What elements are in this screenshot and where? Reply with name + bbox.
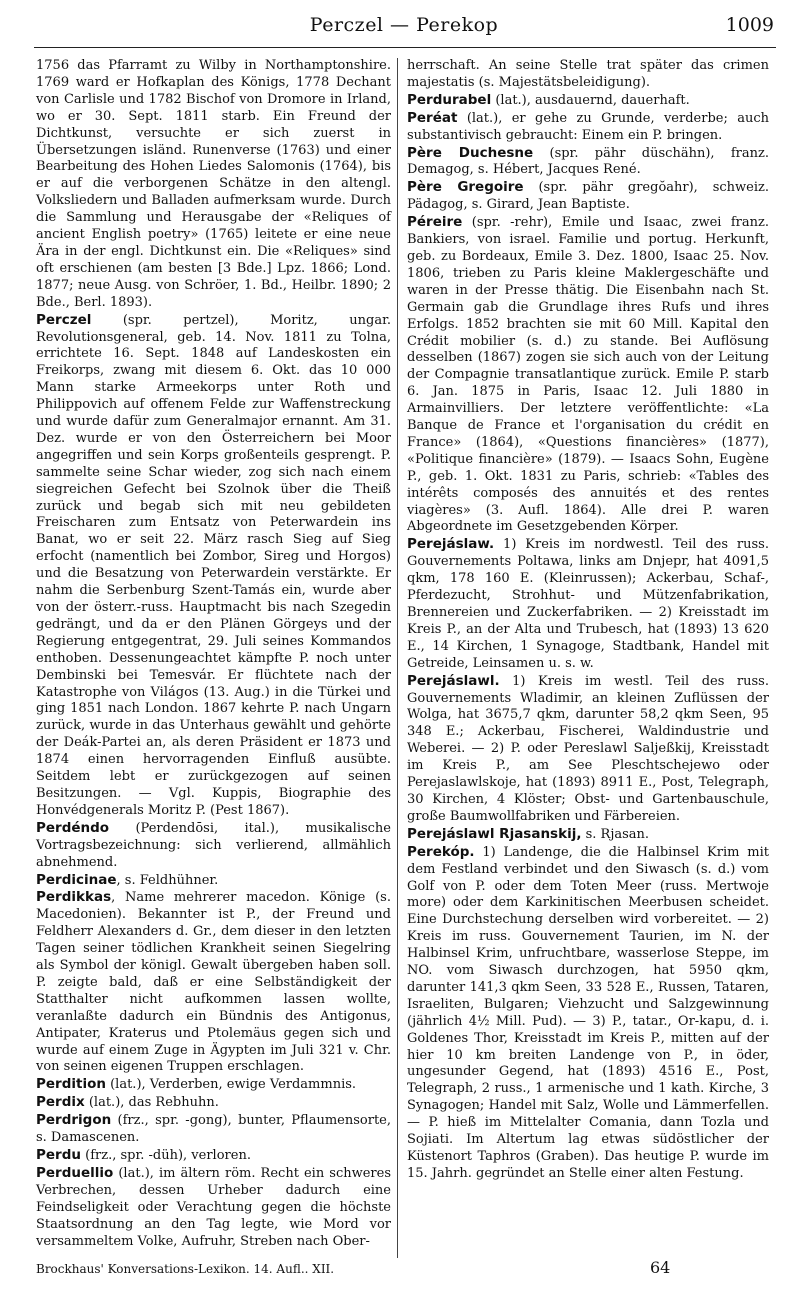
dictionary-entry — [407, 179, 769, 214]
dictionary-entry — [36, 312, 391, 820]
dictionary-entry — [36, 58, 391, 312]
dictionary-entry — [407, 214, 769, 536]
left-column — [36, 58, 391, 1250]
entry-headword: Perdikkas — [36, 889, 112, 906]
printer-signature: 64 — [650, 1258, 671, 1277]
entry-headword: Perdéndo — [36, 819, 110, 836]
entry-text: (Perdendōsi, ital.), musikalische Vortragsbezeichnung: sich verlierend, allmählich abnehmend. — [36, 820, 391, 870]
right-column — [407, 58, 769, 1183]
entry-text: 1) Kreis im nordwestl. Teil des russ. Gouvernements Poltawa, links am Dnjepr, hat 4091,5 qkm, 178 160 E. (Kleinrussen); Ackerbau, Schaf-, Pferdezucht, Strohhut- und Mützenfabrikation, Brennereien und Zuckerfabriken. — 2) Kreisstadt im Kreis P., an der Alta und Trubesch, hat (1893) 13 620 E., 14 Kirchen, 1 Synagoge, Stadtbank, Handel mit Getreide, Leinsamen u. s. w. — [407, 537, 769, 671]
entry-text: 1756 das Pfarramt zu Wilby in Northamptonshire. 1769 ward er Hofkaplan des Königs, 1778 Dechant von Carlisle und 1782 Bischof von Dromore in Irland, wo er 30. Sept. 1811 starb. Ein Freund der Dichtkunst, versuchte er sich zuerst in Übersetzungen isländ. Runenverse (1763) und einer Bearbeitung des Hohen Liedes Salomonis (1764), bis er auf die verborgenen Schätze in den altengl. Volksliedern und Balladen aufmerksam wurde. Durch die Sammlung und Herausgabe der «Reliques of ancient English poetry» (1765) leitete er eine neue Ära in der engl. Dichtkunst ein. Die «Reliques» sind oft erschienen (am besten [3 Bde.] Lpz. 1866; Lond. 1877; neue Ausg. von Schröer, 1. Bd., Heilbr. 1890; 2 Bde., Berl. 1893). — [36, 58, 391, 310]
dictionary-entry — [407, 58, 769, 92]
entry-headword: Perduellio — [36, 1164, 114, 1181]
dictionary-entry — [407, 536, 769, 672]
dictionary-entry — [36, 889, 391, 1076]
entry-text: (spr. pertzel), Moritz, ungar. Revolutionsgeneral, geb. 14. Nov. 1811 zu Tolna, errichtete 16. Sept. 1848 auf Landeskosten ein Freikorps, zwang mit diesem 6. Okt. das 10 000 Mann starke Armeekorps unter Roth und Philippovich auf offenem Felde zur Waffenstreckung und wurde dafür zum Generalmajor ernannt. Am 31. Dez. wurde er von den Österreichern bei Moor angegriffen und sein Korps großenteils gesprengt. P. sammelte seine Schar wieder, zog sich nach einem siegreichen Gefecht bei Szolnok über die Theiß zurück und begab sich mit neu gebildeten Freischaren zum Entsatz von Peterwardein ins Banat, wo er seit 22. März rasch Sieg auf Sieg erfocht (namentlich bei Zombor, Sireg und Horgos) und die Besatzung von Peterwardein verstärkte. Er nahm die Serbenburg Szent-Tamás ein, wurde aber von der österr.-russ. Hauptmacht bis nach Szegedin gedrängt, und da er den Plänen Görgeys und der Regierung entgegentrat, 29. Juli seines Kommandos enthoben. Dessenungeachtet kämpfte P. noch unter Dembinski bei Temesvár. Er flüchtete nach der Katastrophe von Világos (13. Aug.) in die Türkei und ging 1851 nach London. 1867 kehrte P. nach Ungarn zurück, wurde in das Unterhaus gewählt und gehörte der Deák-Partei an, als deren Präsident er 1873 und 1874 einen hervorragenden Einfluß ausübte. Seitdem lebt er zurückgezogen auf seinen Besitzungen. — Vgl. Kuppis, Biographie des Honvédgenerals Moritz P. (Pest 1867). — [36, 312, 391, 818]
dictionary-entry — [36, 820, 391, 872]
header-rule — [34, 47, 776, 48]
entry-headword: Perdicinae — [36, 871, 117, 888]
entry-text: (lat.), er gehe zu Grunde, verderbe; auch substantivisch gebraucht: Einem ein P. bringen. — [407, 110, 769, 143]
publisher-imprint: Brockhaus' Konversations-Lexikon. 14. Aufl.. XII. — [36, 1262, 335, 1276]
entry-headword: Perdu — [36, 1147, 81, 1163]
entry-text: herrschaft. An seine Stelle trat später das crimen majestatis (s. Majestätsbeleidigung). — [407, 58, 769, 90]
dictionary-entry — [407, 145, 769, 180]
entry-headword: Peréat — [407, 109, 458, 126]
entry-text: , s. Feldhühner. — [116, 872, 219, 888]
entry-text: (lat.), im ältern röm. Recht ein schweres Verbrechen, dessen Urheber dadurch eine Feindseligkeit oder Verachtung gegen die höchste Staatsordnung an den Tag legte, wie Mord vor versammeltem Volke, Aufruhr, Streben nach Ober- — [36, 1165, 391, 1249]
dictionary-entry — [407, 92, 769, 110]
dictionary-entry — [36, 1147, 391, 1165]
entry-text: (lat.), ausdauernd, dauerhaft. — [491, 92, 690, 108]
page-footer — [36, 1258, 770, 1282]
entry-headword: Péreire — [407, 214, 463, 231]
dictionary-entry — [36, 1112, 391, 1147]
entry-text: (lat.), Verderben, ewige Verdammnis. — [105, 1077, 357, 1093]
entry-headword: Perdrigon — [36, 1112, 112, 1129]
entry-headword: Perejáslaw. — [407, 536, 495, 553]
page-number: 1009 — [725, 14, 774, 36]
entry-headword: Perczel — [36, 311, 92, 328]
dictionary-entry — [407, 673, 769, 826]
dictionary-entry — [407, 844, 769, 1183]
dictionary-entry — [36, 1165, 391, 1251]
entry-text: (frz., spr. -gong), bunter, Pflaumensorte, s. Damascenen. — [36, 1113, 391, 1146]
entry-headword: Perdix — [36, 1094, 85, 1111]
entry-text: s. Rjasan. — [581, 826, 650, 842]
running-header — [34, 14, 774, 42]
dictionary-entry — [407, 110, 769, 145]
dictionary-entry — [407, 826, 769, 844]
dictionary-entry — [36, 872, 391, 890]
dictionary-entry — [36, 1094, 391, 1112]
entry-text: (frz., spr. -düh), verloren. — [80, 1148, 251, 1163]
entry-text: (lat.), das Rebhuhn. — [84, 1095, 219, 1111]
entry-text: 1) Landenge, die die Halbinsel Krim mit dem Festland verbindet und den Siwasch (s. d.) vom Golf von P. oder dem Toten Meer (russ. Mertwoje more) oder dem Karkinitischen Meerbusen scheidet. Eine Durchstechung derselben wird vorbereitet. — 2) Kreis im russ. Gouvernement Taurien, im N. der Halbinsel Krim, unfruchtbare, wasserlose Steppe, im NO. vom Siwasch durchzogen, hat 5950 qkm, darunter 141,3 qkm Seen, 33 528 E., Russen, Tataren, Israeliten, Bulgaren; Viehzucht und Salzgewinnung (jährlich 4½ Mill. Pud). — 3) P., tatar., Or-kapu, d. i. Goldenes Thor, Kreisstadt im Kreis P., mitten auf der hier 10 km breiten Landenge von P., in öder, ungesunder Gegend, hat (1893) 4516 E., Post, Telegraph, 2 russ., 1 armenische und 1 kath. Kirche, 3 Synagogen; Handel mit Salz, Wolle und Lämmerfellen. — P. hieß im Mittelalter Comania, dann Tozla und Sojiati. Im Altertum lag etwas südöstlicher der Küstenort Taphros (Graben). Das heutige P. wurde im 15. Jahrh. gegründet an Stelle einer alten Festung. — [407, 844, 769, 1181]
entry-headword: Perekóp. — [407, 843, 475, 860]
entry-text: (spr. -rehr), Emile und Isaac, zwei franz. Bankiers, von israel. Familie und portug. Herkunft, geb. zu Bordeaux, Emile 3. Dez. 1800, Isaac 25. Nov. 1806, trieben zu Paris kleine Maklergeschäfte und waren in der Presse thätig. Die Eisenbahn nach St. Germain gab die Grundlage ihres Rufs und ihres Erfolgs. 1852 brachten sie mit 60 Mill. Kapital den Crédit mobilier (s. d.) zu stande. Bei Auflösung desselben (1867) zogen sie sich auch von der Leitung der Compagnie transatlantique zurück. Emile P. starb 6. Jan. 1875 in Paris, Isaac 12. Juli 1880 in Armainvilliers. Der letztere veröffentlichte: «La Banque de France et l'organisation du crédit en France» (1864), «Questions financières» (1877), «Politique financière» (1879). — Isaacs Sohn, Eugène P., geb. 1. Okt. 1831 zu Paris, schrieb: «Tables des intérêts composés des annuités et des rentes viagères» (3. Aufl. 1864). Alle drei P. waren Abgeordnete im Gesetzgebenden Körper. — [407, 215, 769, 535]
entry-headword: Perdurabel — [407, 91, 492, 108]
entry-headword: Père Gregoire — [407, 179, 524, 196]
dictionary-entry — [36, 1076, 391, 1094]
column-divider — [397, 58, 398, 1258]
page-title: Perczel — Perekop — [309, 14, 499, 36]
entry-text: (spr. pähr düschähn), franz. Demagog, s. Hébert, Jacques René. — [407, 145, 769, 178]
entry-text: , Name mehrerer macedon. Könige (s. Macedonien). Bekannter ist P., der Freund und Feldherr Alexanders d. Gr., dem dieser in den letzten Tagen seiner tödlichen Krankheit seinen Siegelring als Symbol der königl. Gewalt übergeben haben soll. P. zeigte bald, daß er eine Selbständigkeit der Statthalter nicht aufkommen lassen wollte, veranlaßte dadurch ein Bündnis des Antigonus, Antipater, Kraterus und Ptolemäus gegen sich und wurde auf einem Zuge in Ägypten im Juli 321 v. Chr. von seinen eigenen Truppen erschlagen. — [36, 890, 391, 1075]
entry-text: (spr. pähr gregŏahr), schweiz. Pädagog, s. Girard, Jean Baptiste. — [407, 180, 769, 213]
entry-headword: Perejáslawl Rjasanskij, — [407, 825, 582, 842]
entry-text: 1) Kreis im westl. Teil des russ. Gouvernements Wladimir, an kleinen Zuflüssen der Wolga, hat 3675,7 qkm, darunter 58,2 qkm Seen, 95 348 E.; Ackerbau, Fischerei, Waldindustrie und Weberei. — 2) P. oder Pereslawl Saljeßkij, Kreisstadt im Kreis P., am See Pleschtschejewo oder Perejaslawlskoje, hat (1893) 8911 E., Post, Telegraph, 30 Kirchen, 4 Klöster; Obst- und Gartenbauschule, große Baumwollfabriken und Färbereien. — [407, 673, 769, 824]
entry-headword: Père Duchesne — [407, 144, 534, 161]
entry-headword: Perdition — [36, 1076, 106, 1093]
entry-headword: Perejáslawl. — [407, 672, 500, 689]
